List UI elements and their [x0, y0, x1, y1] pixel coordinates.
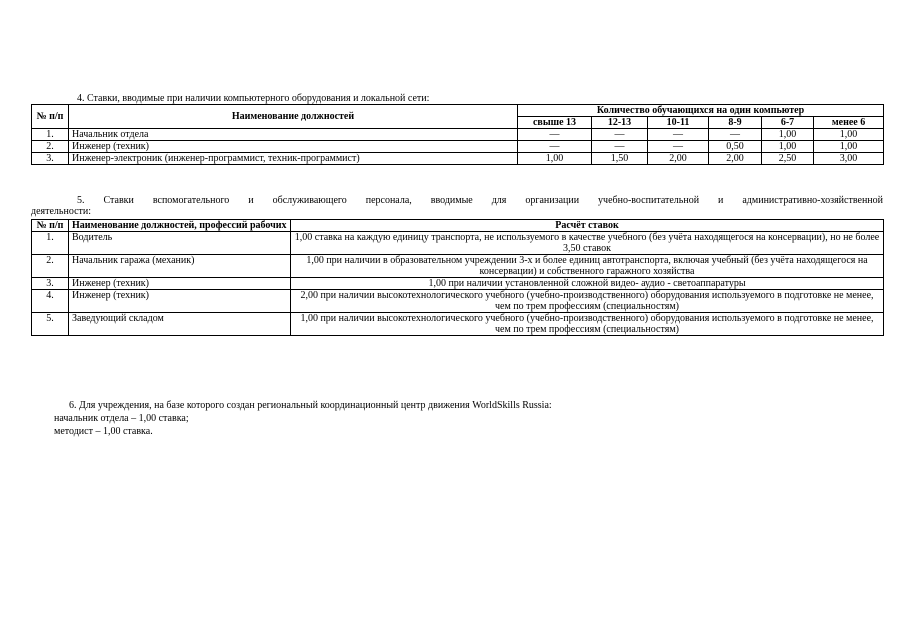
header-col: менее 6 — [814, 117, 884, 129]
header-col: 12-13 — [592, 117, 648, 129]
row-name: Инженер-электроник (инженер-программист, техник-программист) — [69, 153, 518, 165]
section4-heading: 4. Ставки, вводимые при наличии компьютерного оборудования и локальной сети: — [77, 93, 430, 104]
row-value: 1,00 — [814, 129, 884, 141]
row-num: 3. — [32, 278, 69, 290]
row-num: 2. — [32, 255, 69, 278]
header-calc: Расчёт ставок — [291, 220, 884, 232]
row-value: — — [518, 129, 592, 141]
row-num: 5. — [32, 313, 69, 336]
auxiliary-staff-table — [31, 219, 884, 336]
row-value: 2,00 — [709, 153, 762, 165]
row-value: — — [709, 129, 762, 141]
row-calc: 1,00 при наличии установленной сложной видео- аудио - светоаппаратуры — [291, 278, 884, 290]
header-name: Наименование должностей, профессий рабочих — [69, 220, 291, 232]
table-row — [32, 278, 884, 290]
row-name: Начальник отдела — [69, 129, 518, 141]
header-col: 8-9 — [709, 117, 762, 129]
row-name: Водитель — [69, 232, 291, 255]
header-col: 6-7 — [762, 117, 814, 129]
row-calc: 1,00 при наличии высокотехнологического учебного (учебно-производственного) оборудования используемого в подготовке не менее, чем по трем профессиям (специальностям) — [291, 313, 884, 336]
row-num: 1. — [32, 232, 69, 255]
row-num: 4. — [32, 290, 69, 313]
table-row — [32, 313, 884, 336]
table-row — [32, 153, 884, 165]
row-num: 1. — [32, 129, 69, 141]
row-value: 2,50 — [762, 153, 814, 165]
row-value: — — [648, 141, 709, 153]
row-value: — — [518, 141, 592, 153]
row-name: Начальник гаража (механик) — [69, 255, 291, 278]
header-col: свыше 13 — [518, 117, 592, 129]
row-value: — — [592, 141, 648, 153]
row-value: — — [648, 129, 709, 141]
row-value: 2,00 — [648, 153, 709, 165]
row-value: 1,00 — [762, 129, 814, 141]
section6-line3: методист – 1,00 ставка. — [54, 426, 153, 437]
row-value: 1,00 — [518, 153, 592, 165]
table-row — [32, 141, 884, 153]
staff-computer-table — [31, 104, 884, 165]
row-name: Инженер (техник) — [69, 141, 518, 153]
row-value: 1,00 — [762, 141, 814, 153]
row-name: Заведующий складом — [69, 313, 291, 336]
row-name: Инженер (техник) — [69, 290, 291, 313]
table-row — [32, 232, 884, 255]
table-row — [32, 290, 884, 313]
section6-line1: 6. Для учреждения, на базе которого создан региональный координационный центр движения WorldSkills Russia: — [69, 400, 552, 411]
row-value: 0,50 — [709, 141, 762, 153]
row-calc: 1,00 ставка на каждую единицу транспорта, не используемого в качестве учебного (без учёта находящегося на консервации), но не более 3,50 ставок — [291, 232, 884, 255]
row-num: 3. — [32, 153, 69, 165]
header-col: 10-11 — [648, 117, 709, 129]
row-value: 1,00 — [814, 141, 884, 153]
row-value: — — [592, 129, 648, 141]
header-num: № п/п — [32, 220, 69, 232]
table-row — [32, 255, 884, 278]
table-row — [32, 129, 884, 141]
row-num: 2. — [32, 141, 69, 153]
row-name: Инженер (техник) — [69, 278, 291, 290]
header-name: Наименование должностей — [69, 105, 518, 129]
row-calc: 2,00 при наличии высокотехнологического учебного (учебно-производственного) оборудования используемого в подготовке не менее, чем по трем профессиям (специальностям) — [291, 290, 884, 313]
header-num: № п/п — [32, 105, 69, 129]
row-calc: 1,00 при наличии в образовательном учреждении 3-х и более единиц автотранспорта, включая учебный (без учёта находящегося на консервации) и собственного гаражного хозяйства — [291, 255, 884, 278]
section5-heading-line2: деятельности: — [31, 206, 92, 217]
row-value: 1,50 — [592, 153, 648, 165]
section5-heading-line1: 5. Ставки вспомогательного и обслуживающего персонала, вводимые для организации учебно-воспитательной и административно-хозяйственной — [77, 195, 883, 206]
section6-line2: начальник отдела – 1,00 ставка; — [54, 413, 189, 424]
header-group: Количество обучающихся на один компьютер — [518, 105, 884, 117]
row-value: 3,00 — [814, 153, 884, 165]
